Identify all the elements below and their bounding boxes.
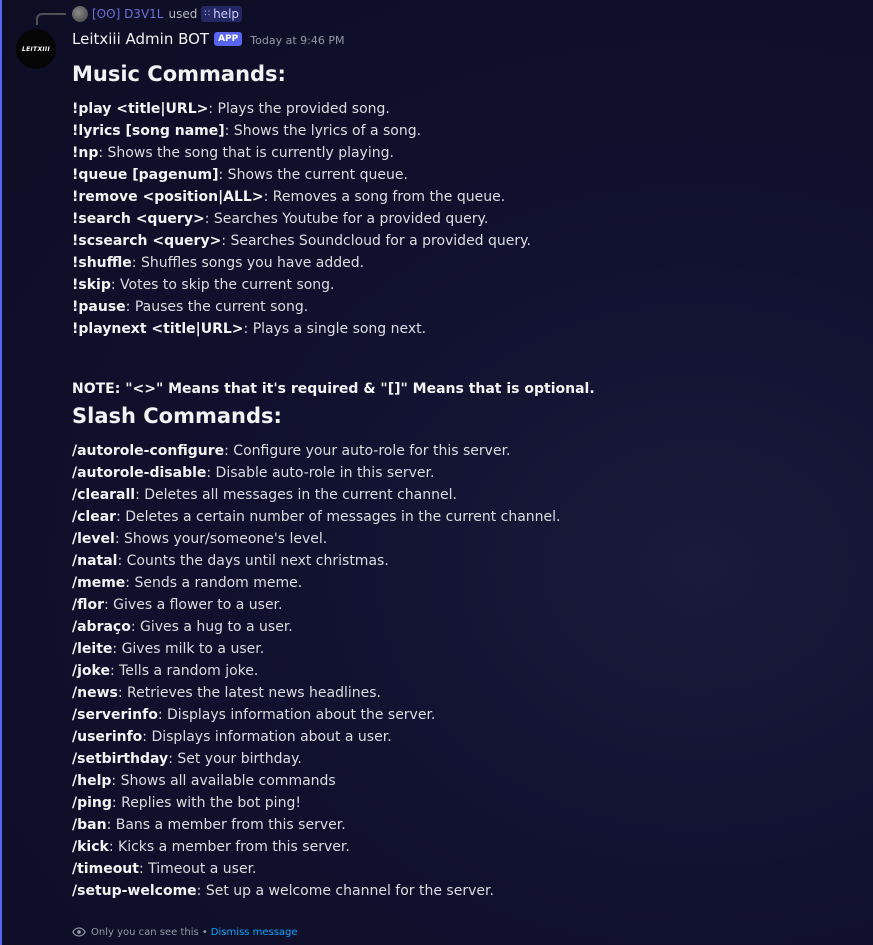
command-line [72, 484, 852, 506]
command-line [72, 296, 852, 318]
command-line [72, 638, 852, 660]
command-line [72, 550, 852, 572]
command-name: !lyrics [song name] [72, 123, 225, 139]
command-description: : Tells a random joke. [109, 663, 259, 679]
command-name: /kick [72, 839, 109, 855]
command-name: /timeout [72, 861, 139, 877]
command-name: !pause [72, 299, 126, 315]
command-name: !search <query> [72, 211, 205, 227]
command-name: /leite [72, 641, 113, 657]
command-name: !remove <position|ALL> [72, 189, 264, 205]
command-description: : Votes to skip the current song. [110, 277, 335, 293]
command-name: !queue [pagenum] [72, 167, 219, 183]
command-description: : Plays a single song next. [243, 321, 427, 337]
command-name: /abraço [72, 619, 131, 635]
command-description: : Searches Youtube for a provided query. [204, 211, 489, 227]
command-name: /help [72, 773, 112, 789]
command-line [72, 528, 852, 550]
command-description: : Configure your auto-role for this server. [224, 443, 511, 459]
message-highlight-bar [0, 0, 2, 945]
command-description: : Shows your/someone's level. [114, 531, 328, 547]
command-line [72, 98, 852, 120]
reply-command-chip[interactable] [201, 6, 242, 22]
command-line [72, 318, 852, 340]
command-line [72, 814, 852, 836]
command-description: : Pauses the current song. [125, 299, 309, 315]
command-name: /autorole-disable [72, 465, 207, 481]
command-line [72, 726, 852, 748]
command-name: !skip [72, 277, 111, 293]
command-description: : Timeout a user. [138, 861, 257, 877]
command-line [72, 858, 852, 880]
command-name: !shuffle [72, 255, 132, 271]
eye-icon [72, 925, 86, 939]
command-line [72, 660, 852, 682]
command-name: /ping [72, 795, 112, 811]
command-description: : Shows the current queue. [218, 167, 408, 183]
command-line [72, 186, 852, 208]
command-description: : Gives milk to a user. [112, 641, 265, 657]
command-line [72, 506, 852, 528]
command-description: : Set up a welcome channel for the server. [196, 883, 494, 899]
reply-command-label: help [213, 7, 240, 21]
command-line [72, 120, 852, 142]
reply-avatar[interactable] [72, 6, 88, 22]
command-name: /serverinfo [72, 707, 158, 723]
command-name: /meme [72, 575, 126, 591]
command-line [72, 440, 852, 462]
command-name: /setup-welcome [72, 883, 197, 899]
command-name: /ban [72, 817, 107, 833]
slash-command-icon: ∷ [204, 9, 211, 19]
command-description: : Shows the lyrics of a song. [224, 123, 422, 139]
command-line [72, 208, 852, 230]
command-name: /level [72, 531, 115, 547]
command-name: /userinfo [72, 729, 143, 745]
syntax-note: NOTE: "<>" Means that it's required & "[]" Means that is optional. [72, 381, 595, 397]
slash-commands-title: Slash Commands: [72, 404, 282, 428]
command-description: : Shows the song that is currently playing. [98, 145, 394, 161]
command-line [72, 748, 852, 770]
command-line [72, 880, 852, 902]
command-line [72, 616, 852, 638]
command-description: : Shows all available commands [111, 773, 336, 789]
command-line [72, 792, 852, 814]
message-content [72, 58, 852, 902]
command-line [72, 770, 852, 792]
command-description: : Bans a member from this server. [106, 817, 346, 833]
bot-avatar[interactable] [16, 29, 56, 69]
command-name: !scsearch <query> [72, 233, 222, 249]
slash-commands-list [72, 440, 852, 902]
command-line [72, 682, 852, 704]
command-description: : Gives a hug to a user. [130, 619, 293, 635]
command-line [72, 252, 852, 274]
reply-spine [36, 13, 66, 25]
app-badge: APP [214, 32, 242, 46]
music-commands-title: Music Commands: [72, 62, 286, 86]
command-description: : Deletes a certain number of messages in the current channel. [116, 509, 561, 525]
command-line [72, 142, 852, 164]
command-description: : Removes a song from the queue. [263, 189, 506, 205]
command-name: !np [72, 145, 99, 161]
avatar-logo-text: LEITXIII [22, 45, 50, 53]
command-description: : Disable auto-role in this server. [206, 465, 435, 481]
command-description: : Deletes all messages in the current channel. [135, 487, 457, 503]
command-name: !playnext <title|URL> [72, 321, 244, 337]
command-name: /news [72, 685, 118, 701]
ephemeral-text: Only you can see this • [91, 926, 208, 938]
reply-context[interactable] [72, 5, 242, 23]
music-commands-list [72, 98, 852, 340]
command-name: /natal [72, 553, 118, 569]
message-header [72, 28, 344, 50]
command-line [72, 704, 852, 726]
dismiss-message-link[interactable]: Dismiss message [210, 926, 298, 938]
command-line [72, 274, 852, 296]
command-description: : Displays information about the server. [157, 707, 436, 723]
command-name: /clear [72, 509, 117, 525]
reply-username[interactable]: [ʘʘ] D3V1L [92, 7, 164, 21]
ephemeral-notice [72, 924, 298, 940]
command-name: !play <title|URL> [72, 101, 209, 117]
command-description: : Displays information about a user. [142, 729, 392, 745]
command-name: /joke [72, 663, 110, 679]
command-description: : Counts the days until next christmas. [117, 553, 389, 569]
command-name: /clearall [72, 487, 136, 503]
command-description: : Shuffles songs you have added. [131, 255, 365, 271]
reply-used-text: used [168, 7, 198, 21]
command-name: /setbirthday [72, 751, 169, 767]
command-description: : Retrieves the latest news headlines. [117, 685, 381, 701]
command-name: /autorole-configure [72, 443, 225, 459]
command-description: : Plays the provided song. [208, 101, 390, 117]
command-description: : Replies with the bot ping! [111, 795, 301, 811]
command-description: : Set your birthday. [168, 751, 302, 767]
command-line [72, 230, 852, 252]
command-line [72, 594, 852, 616]
bot-username[interactable]: Leitxiii Admin BOT [72, 30, 210, 48]
command-line [72, 572, 852, 594]
command-description: : Searches Soundcloud for a provided query. [221, 233, 531, 249]
command-description: : Sends a random meme. [125, 575, 303, 591]
command-line [72, 462, 852, 484]
command-line [72, 836, 852, 858]
command-name: /flor [72, 597, 105, 613]
command-description: : Gives a flower to a user. [104, 597, 283, 613]
command-line [72, 164, 852, 186]
message-timestamp[interactable]: Today at 9:46 PM [250, 34, 345, 47]
command-description: : Kicks a member from this server. [108, 839, 350, 855]
